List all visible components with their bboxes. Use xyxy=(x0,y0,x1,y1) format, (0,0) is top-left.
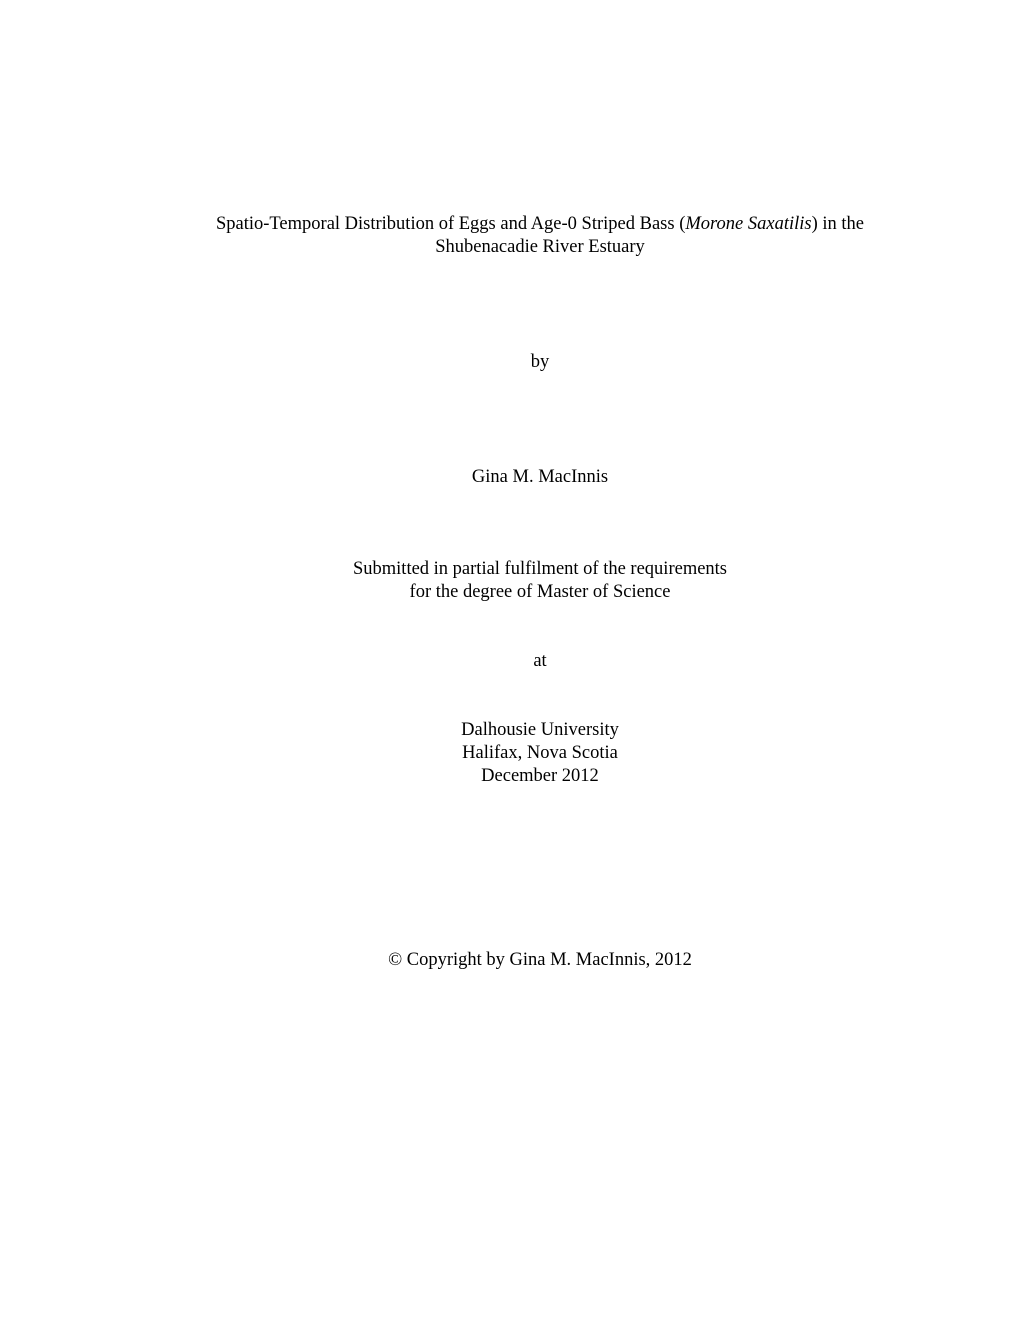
by-label: by xyxy=(530,352,550,372)
submission-date: December 2012 xyxy=(481,766,599,786)
thesis-title-text-b: ) in the xyxy=(811,214,864,234)
thesis-title-line-1 xyxy=(0,213,1020,236)
at-label: at xyxy=(533,651,547,671)
submission-statement-line-2: for the degree of Master of Science xyxy=(409,582,671,602)
thesis-title-line-2: Shubenacadie River Estuary xyxy=(435,237,645,257)
university-name: Dalhousie University xyxy=(461,720,619,740)
author-name: Gina M. MacInnis xyxy=(471,467,609,487)
copyright-notice: © Copyright by Gina M. MacInnis, 2012 xyxy=(388,950,692,970)
thesis-title-text-a: Spatio-Temporal Distribution of Eggs and Age-0 Striped Bass ( xyxy=(215,214,686,234)
university-location: Halifax, Nova Scotia xyxy=(462,743,618,763)
species-name: Morone Saxatilis xyxy=(685,214,812,234)
submission-statement-line-1: Submitted in partial fulfilment of the requirements xyxy=(352,559,728,579)
